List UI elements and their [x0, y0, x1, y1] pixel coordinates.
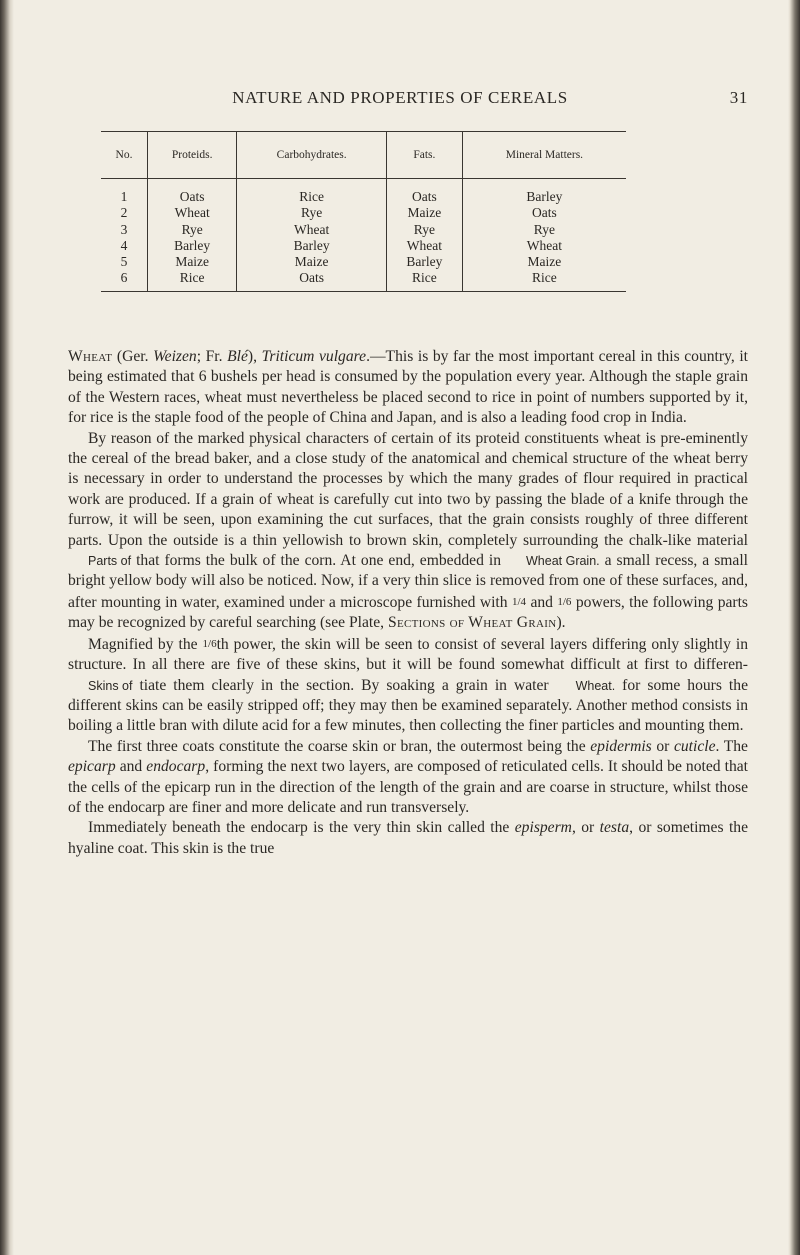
table-cell: 5 [120, 254, 128, 270]
italic-term: Blé [227, 348, 248, 365]
table-cell: Oats [462, 205, 626, 221]
fraction: 1/6 [202, 637, 217, 650]
text-run: . The [715, 737, 748, 755]
page-number: 31 [729, 88, 748, 107]
text-run: .—This is by far the most important cereal in this country, it being estimated that 6 bushels per head is consumed by the population every year. Although the staple grain of the Western races, wheat must nevertheless be placed second to rice in point of numbers supported by it, for rice is the staple food of the people of China and Japan, and is also a leading food crop in India. [68, 348, 748, 427]
body-text [68, 347, 748, 859]
table-header-cell: Fats. [386, 132, 462, 179]
fraction: 1/6 [557, 595, 572, 608]
table-cell: Wheat [386, 238, 462, 254]
table-cell: Oats [237, 270, 387, 291]
table-cell: Maize [386, 205, 462, 221]
table-cell: Rye [386, 222, 462, 238]
text-run: tiate them clearly in the section. By soaking a grain in water [132, 676, 556, 694]
margin-note: Skins of [88, 678, 133, 693]
text-run: powers, the following parts may be recognized by careful searching (see Plate, [68, 593, 748, 632]
table-cell: Rye [462, 222, 626, 238]
page-edge-left [0, 0, 14, 1255]
table-cell: 4 [120, 237, 128, 253]
margin-note: Wheat Grain. [526, 554, 600, 569]
text-run: or [651, 737, 674, 755]
text-run: that forms the bulk of the corn. At one end, embedded in [131, 552, 506, 570]
table-cell: Barley [386, 254, 462, 270]
text-run: for some hours the different skins can be easily stripped off; they may then be examined separately. Another method consists in boiling a little bran with dilute acid for a few minutes, then collecting the finer particles and mounting them. [68, 676, 748, 735]
text-run: (Ger. [112, 348, 154, 365]
table-cell: Oats [148, 179, 237, 206]
table-header-cell: Mineral Matters. [462, 132, 626, 179]
text-run: , forming the next two layers, are composed of reticulated cells. It should be noted that the cells of the epicarp run in the direction of the length of the grain and are coarse in structure, whilst those of the endocarp are finer and more delicate and run transversely. [68, 758, 749, 816]
italic-term: Weizen [153, 348, 197, 365]
table-cell: Rye [148, 222, 237, 238]
italic-term: epidermis [590, 737, 652, 755]
text-run: The first three coats constitute the coarse skin or bran, the outermost being the [88, 737, 591, 755]
table-cell: 6 [101, 270, 148, 291]
text-run: and [115, 758, 147, 776]
text-run: ), [247, 348, 262, 365]
page-edge-right [788, 0, 800, 1255]
table-cell: Maize [462, 254, 626, 270]
table-cell: Rice [237, 179, 387, 206]
paragraph-coats [68, 737, 748, 819]
table-cell: Barley [237, 238, 387, 254]
table-cell: 3 [120, 221, 128, 237]
table-cell: 2 [120, 205, 128, 221]
table-cell: Maize [148, 254, 237, 270]
table-cell: Rye [237, 205, 387, 221]
italic-term: endocarp [146, 758, 206, 776]
table-cell: Wheat [237, 222, 387, 238]
table-row [101, 179, 626, 206]
text-run: , or [571, 819, 600, 837]
margin-note: Parts of [88, 554, 132, 569]
table-cell: Rice [386, 270, 462, 291]
running-title: NATURE AND PROPERTIES OF CEREALS [232, 88, 568, 107]
text-run: Immediately beneath the endocarp is the very thin skin called the [88, 819, 515, 837]
text-run: Magnified by the [88, 635, 203, 653]
text-run: th power, the skin will be seen to consist of several layers differing only slightly in structure. In all there are five of these skins, but it will be found somewhat difficult at first to differen- [68, 635, 748, 674]
table-row [101, 222, 626, 238]
text-run: a small recess, a small bright yellow body will also be noticed. Now, if a very thin slice is removed from one of these surfaces, and, after mounting in water, examined under a microscope furnished with [68, 552, 748, 611]
margin-note: Wheat. [575, 678, 616, 693]
table-cell: Barley [462, 179, 626, 206]
table-header-cell: No. [101, 132, 148, 179]
paragraph-skins [68, 634, 748, 737]
italic-term: epicarp [68, 758, 116, 776]
table-cell: Oats [386, 179, 462, 206]
italic-term: testa [599, 819, 630, 837]
italic-term: Triticum vulgare [261, 348, 367, 365]
cereal-ranking-table [101, 131, 626, 292]
table-cell: Wheat [148, 205, 237, 221]
table-header-cell: Carbohydrates. [237, 132, 387, 179]
table-header-cell: Proteids. [148, 132, 237, 179]
fraction: 1/4 [511, 595, 527, 608]
italic-term: episperm [514, 819, 572, 837]
table-cell: Rice [462, 270, 626, 291]
text-run: ; Fr. [196, 348, 228, 365]
table-header-row [101, 132, 626, 179]
table-row [101, 205, 626, 221]
table-cell: Barley [148, 238, 237, 254]
text-run: , or sometimes the hyaline coat. This skin is the true [68, 819, 749, 857]
paragraph-wheat [68, 347, 748, 429]
text-run: By reason of the marked physical characters of certain of its proteid constituents wheat is pre-eminently the cereal of the bread baker, and a close study of the anatomical and chemical structure of the wheat berry is necessary in order to understand the processes by which the many grades of flour required in practical work are produced. If a grain of wheat is carefully cut into two by passing the blade of a knife through the furrow, it will be seen, upon examining the cut surfaces, that the grain consists roughly of three different parts. Upon the outside is a thin yellowish to brown skin, completely surrounding the chalk-like material [68, 429, 748, 549]
table-cell: Rice [148, 270, 237, 291]
paragraph-episperm [68, 818, 748, 859]
italic-term: cuticle [673, 737, 716, 755]
text-run: and [526, 593, 558, 611]
paragraph-structure [68, 429, 748, 634]
table-cell: 1 [120, 189, 128, 204]
section-lead: Wheat [68, 348, 113, 365]
table-row [101, 254, 626, 270]
running-header [0, 88, 800, 112]
table-cell: Wheat [462, 238, 626, 254]
plate-reference: Sections of Wheat Grain [387, 614, 557, 632]
table-cell: Maize [237, 254, 387, 270]
text-run: ). [556, 614, 566, 632]
table-row [101, 270, 626, 291]
table-row [101, 238, 626, 254]
